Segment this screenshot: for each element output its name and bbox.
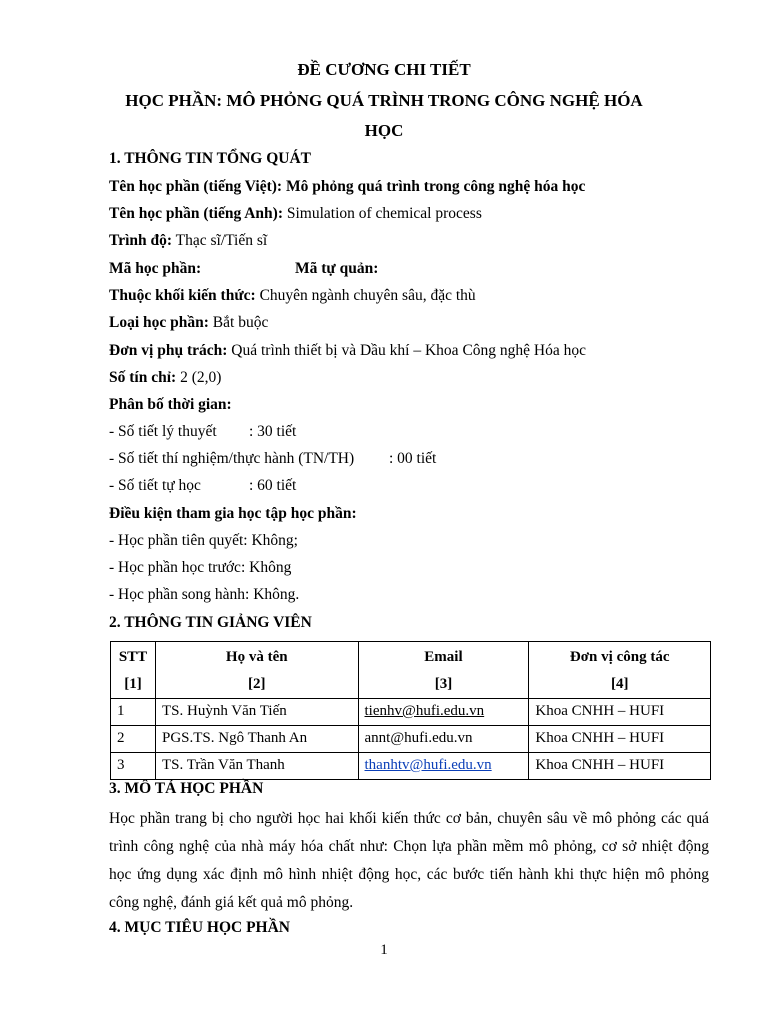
- row-unit: Khoa CNHH – HUFI: [529, 726, 711, 753]
- course-name-vi-row: [109, 178, 585, 196]
- document-title: ĐỀ CƯƠNG CHI TIẾT: [297, 60, 471, 79]
- section-4-heading: 4. MỤC TIÊU HỌC PHẦN: [109, 919, 290, 936]
- course-name-vi-label: Tên học phần (tiếng Việt):: [109, 178, 283, 195]
- time-theory-row: [109, 423, 297, 441]
- table-row: [111, 699, 711, 726]
- responsible-unit-row: [109, 342, 586, 360]
- responsible-unit-label: Đơn vị phụ trách:: [109, 342, 228, 359]
- knowledge-block-row: [109, 287, 476, 305]
- conditions-label: Điều kiện tham gia học tập học phần:: [109, 505, 357, 522]
- course-code-row: [109, 260, 379, 278]
- condition-prerequisite: - Học phần tiên quyết: Không;: [109, 532, 298, 549]
- course-title-line2: HỌC: [364, 121, 404, 140]
- section-2-heading: 2. THÔNG TIN GIẢNG VIÊN: [109, 614, 312, 631]
- row-name: TS. Huỳnh Văn Tiến: [155, 699, 358, 726]
- row-stt: 2: [111, 726, 156, 753]
- header-unit: Đơn vị công tác [4]: [529, 642, 711, 699]
- time-theory-value: : 30 tiết: [249, 423, 297, 440]
- level-value: Thạc sĩ/Tiến sĩ: [175, 232, 268, 249]
- condition-parallel: - Học phần song hành: Không.: [109, 586, 300, 603]
- course-title-line1: HỌC PHẦN: MÔ PHỎNG QUÁ TRÌNH TRONG CÔNG NGHỆ HÓA: [125, 91, 643, 110]
- course-name-en-value: Simulation of chemical process: [286, 205, 482, 222]
- course-code-label: Mã học phần:: [109, 260, 202, 277]
- row-email-link[interactable]: tienhv@hufi.edu.vn: [358, 699, 529, 726]
- time-self-row: [109, 477, 297, 495]
- row-unit: Khoa CNHH – HUFI: [529, 753, 711, 780]
- row-name: PGS.TS. Ngô Thanh An: [155, 726, 358, 753]
- table-row: [111, 726, 711, 753]
- row-email-link[interactable]: thanhtv@hufi.edu.vn: [358, 753, 529, 780]
- time-allocation-label: Phân bố thời gian:: [109, 396, 232, 413]
- row-stt: 3: [111, 753, 156, 780]
- time-self-value: : 60 tiết: [249, 477, 297, 494]
- responsible-unit-value: Quá trình thiết bị và Dầu khí – Khoa Công nghệ Hóa học: [231, 342, 586, 359]
- level-label: Trình độ:: [109, 232, 173, 249]
- course-type-value: Bắt buộc: [212, 314, 269, 331]
- table-row: [111, 753, 711, 780]
- course-name-en-label: Tên học phần (tiếng Anh):: [109, 205, 283, 222]
- page-number: 1: [380, 942, 388, 958]
- row-stt: 1: [111, 699, 156, 726]
- time-lab-row: [109, 450, 437, 468]
- section-3-heading: 3. MÔ TẢ HỌC PHẦN: [109, 780, 264, 797]
- self-code-label: Mã tự quản:: [295, 260, 379, 277]
- lecturer-table: [110, 641, 711, 780]
- level-row: [109, 232, 267, 250]
- header-name: Họ và tên [2]: [155, 642, 358, 699]
- row-email: annt@hufi.edu.vn: [358, 726, 529, 753]
- time-lab-value: : 00 tiết: [389, 450, 437, 467]
- row-unit: Khoa CNHH – HUFI: [529, 699, 711, 726]
- credits-label: Số tín chỉ:: [109, 369, 177, 386]
- course-name-en-row: [109, 205, 482, 223]
- header-email: Email [3]: [358, 642, 529, 699]
- knowledge-block-label: Thuộc khối kiến thức:: [109, 287, 256, 304]
- row-name: TS. Trần Văn Thanh: [155, 753, 358, 780]
- course-name-vi-value: Mô phỏng quá trình trong công nghệ hóa học: [285, 178, 586, 195]
- table-header-row: [111, 642, 711, 699]
- course-type-label: Loại học phần:: [109, 314, 209, 331]
- credits-value: 2 (2,0): [180, 369, 222, 386]
- time-theory-label: - Số tiết lý thuyết: [109, 423, 217, 440]
- section-1-heading: 1. THÔNG TIN TỔNG QUÁT: [109, 150, 311, 167]
- time-self-label: - Số tiết tự học: [109, 477, 201, 494]
- condition-previous: - Học phần học trước: Không: [109, 559, 292, 576]
- time-lab-label: - Số tiết thí nghiệm/thực hành (TN/TH): [109, 450, 355, 467]
- header-stt: STT [1]: [111, 642, 156, 699]
- knowledge-block-value: Chuyên ngành chuyên sâu, đặc thù: [259, 287, 476, 304]
- course-description: Học phần trang bị cho người học hai khối kiến thức cơ bản, chuyên sâu về mô phỏng các quá trình công nghệ của nhà máy hóa chất như: Chọn lựa phần mềm mô phỏng, cơ sở nhiệt động học ứng dụng xác định mô hình nhiệt động học, các bước tiến hành khi thực hiện mô phỏng công nghệ, đánh giá kết quả mô phỏng.: [109, 810, 709, 911]
- course-type-row: [109, 314, 268, 332]
- credits-row: [109, 369, 221, 387]
